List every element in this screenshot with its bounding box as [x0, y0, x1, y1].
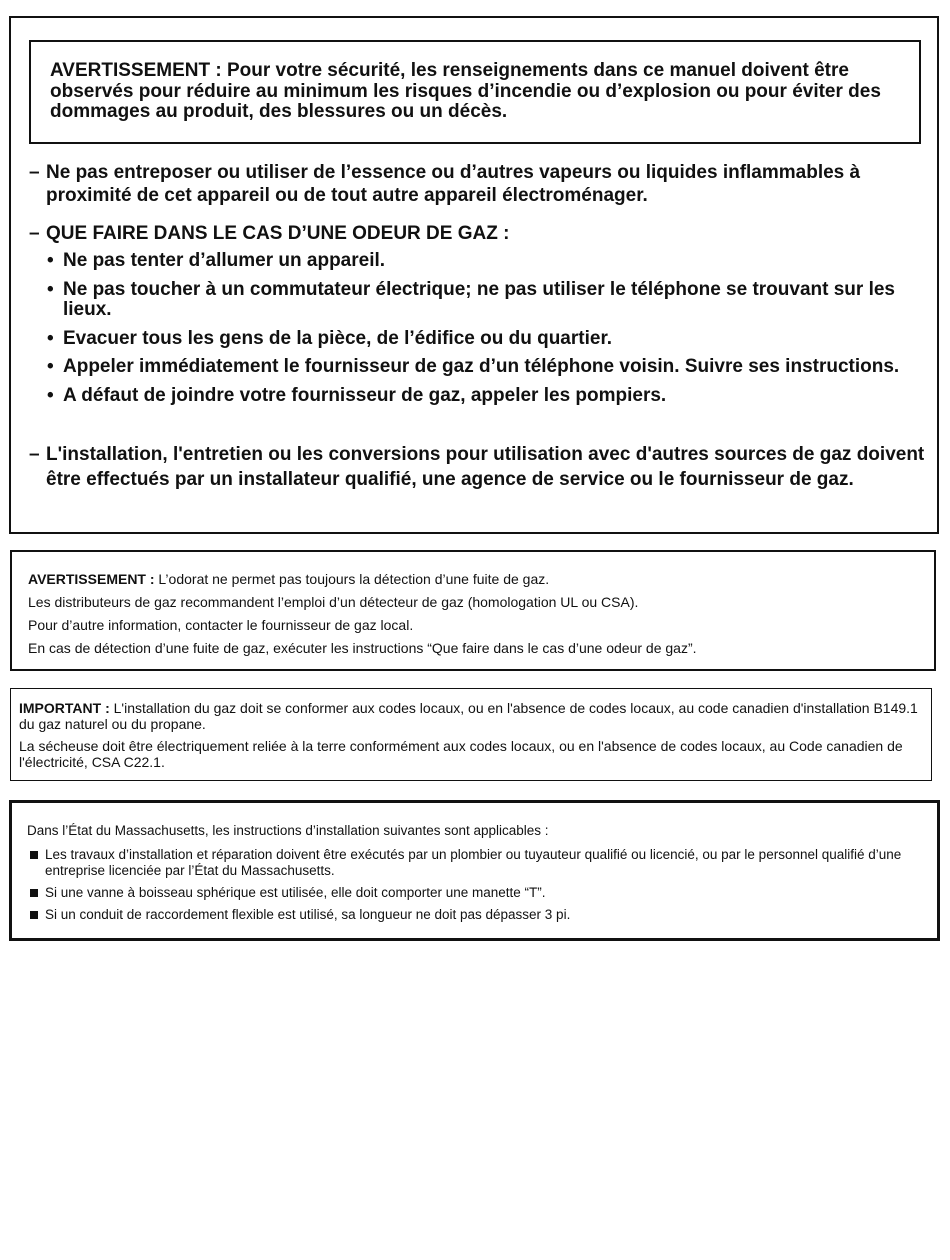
list-item-text: Les travaux d’installation et réparation doivent être exécutés par un plombier ou tuyauteur qualifié ou licencié, ou par le personnel qualifié d’une entreprise licenciée par l’État du Massachusetts. [45, 847, 902, 878]
dash-marker: – [29, 162, 40, 183]
gas-line-1 [28, 568, 934, 591]
bullet-text: Evacuer tous les gens de la pièce, de l’édifice ou du quartier. [63, 327, 613, 349]
gas-line-3: Pour d’autre information, contacter le fournisseur de gaz local. [28, 617, 414, 633]
bullet-icon: • [47, 278, 54, 300]
list-item [29, 386, 927, 407]
important-para-1-text: L'installation du gaz doit se conformer aux codes locaux, ou en l'absence de codes locaux, au code canadien d'installation B149.1 du gaz naturel ou du propane. [19, 700, 918, 732]
massachusetts-intro: Dans l’État du Massachusetts, les instructions d’installation suivantes sont applicables : [27, 823, 549, 838]
gas-detection-box [10, 550, 936, 671]
warning-item-gas-odor [29, 222, 927, 414]
list-item [29, 329, 927, 350]
massachusetts-box [9, 800, 940, 941]
warning-item-flammables [29, 161, 927, 207]
list-item [29, 251, 927, 272]
list-item-text: Si un conduit de raccordement flexible est utilisé, sa longueur ne doit pas dépasser 3 pi. [45, 907, 571, 922]
warning-item-text: L'installation, l'entretien ou les conversions pour utilisation avec d'autres sources de gaz doivent être effectués par un installateur qualifié, une agence de service ou le fournisseur de gaz. [46, 444, 925, 490]
main-warning-box [9, 16, 939, 534]
square-bullet-icon [30, 851, 38, 859]
gas-line-4: En cas de détection d’une fuite de gaz, exécuter les instructions “Que faire dans le cas d’une odeur de gaz”. [28, 640, 697, 656]
important-para-1 [19, 700, 923, 732]
list-item [27, 885, 937, 901]
bullet-text: Appeler immédiatement le fournisseur de gaz d’un téléphone voisin. Suivre ses instructions. [63, 356, 900, 377]
square-bullet-icon [30, 911, 38, 919]
warning-item-installation [29, 442, 927, 492]
bullet-icon: • [47, 384, 54, 406]
bullet-icon: • [47, 356, 54, 377]
square-bullet-icon [30, 889, 38, 897]
gas-warning-label: AVERTISSEMENT : [28, 571, 155, 587]
bullet-text: Ne pas toucher à un commutateur électrique; ne pas utiliser le téléphone se trouvant sur les lieux. [63, 278, 896, 320]
important-box [10, 688, 932, 781]
dash-marker: – [29, 223, 40, 244]
bullet-text: A défaut de joindre votre fournisseur de gaz, appeler les pompiers. [63, 384, 667, 406]
important-para-2: La sécheuse doit être électriquement reliée à la terre conformément aux codes locaux, ou en l'absence de codes locaux, au Code canadien de l'électricité, CSA C22.1. [19, 738, 903, 770]
warning-header-box [29, 40, 921, 144]
warning-item-text: Ne pas entreposer ou utiliser de l’essence ou d’autres vapeurs ou liquides inflammables à proximité de cet appareil ou de tout autre appareil électroménager. [46, 162, 861, 206]
gas-odor-bullets [29, 251, 927, 406]
gas-line-2: Les distributeurs de gaz recommandent l’emploi d’un détecteur de gaz (homologation UL ou CSA). [28, 594, 639, 610]
gas-odor-title: QUE FAIRE DANS LE CAS D’UNE ODEUR DE GAZ : [46, 223, 510, 244]
bullet-icon: • [47, 327, 54, 349]
list-item [27, 907, 937, 923]
list-item [27, 847, 937, 879]
list-item-text: Si une vanne à boisseau sphérique est utilisée, elle doit comporter une manette “T”. [45, 885, 546, 900]
bullet-icon: • [47, 250, 54, 271]
list-item [29, 280, 927, 321]
dash-marker: – [29, 444, 40, 465]
warning-header-text: AVERTISSEMENT : Pour votre sécurité, les renseignements dans ce manuel doivent être observés pour réduire au minimum les risques d’incendie ou d’explosion ou pour éviter des dommages au produit, des blessures ou un décès. [50, 60, 881, 122]
bullet-text: Ne pas tenter d’allumer un appareil. [63, 250, 386, 271]
important-label: IMPORTANT : [19, 700, 110, 716]
gas-line-1-text: L’odorat ne permet pas toujours la détection d’une fuite de gaz. [154, 571, 550, 587]
list-item [29, 357, 927, 378]
